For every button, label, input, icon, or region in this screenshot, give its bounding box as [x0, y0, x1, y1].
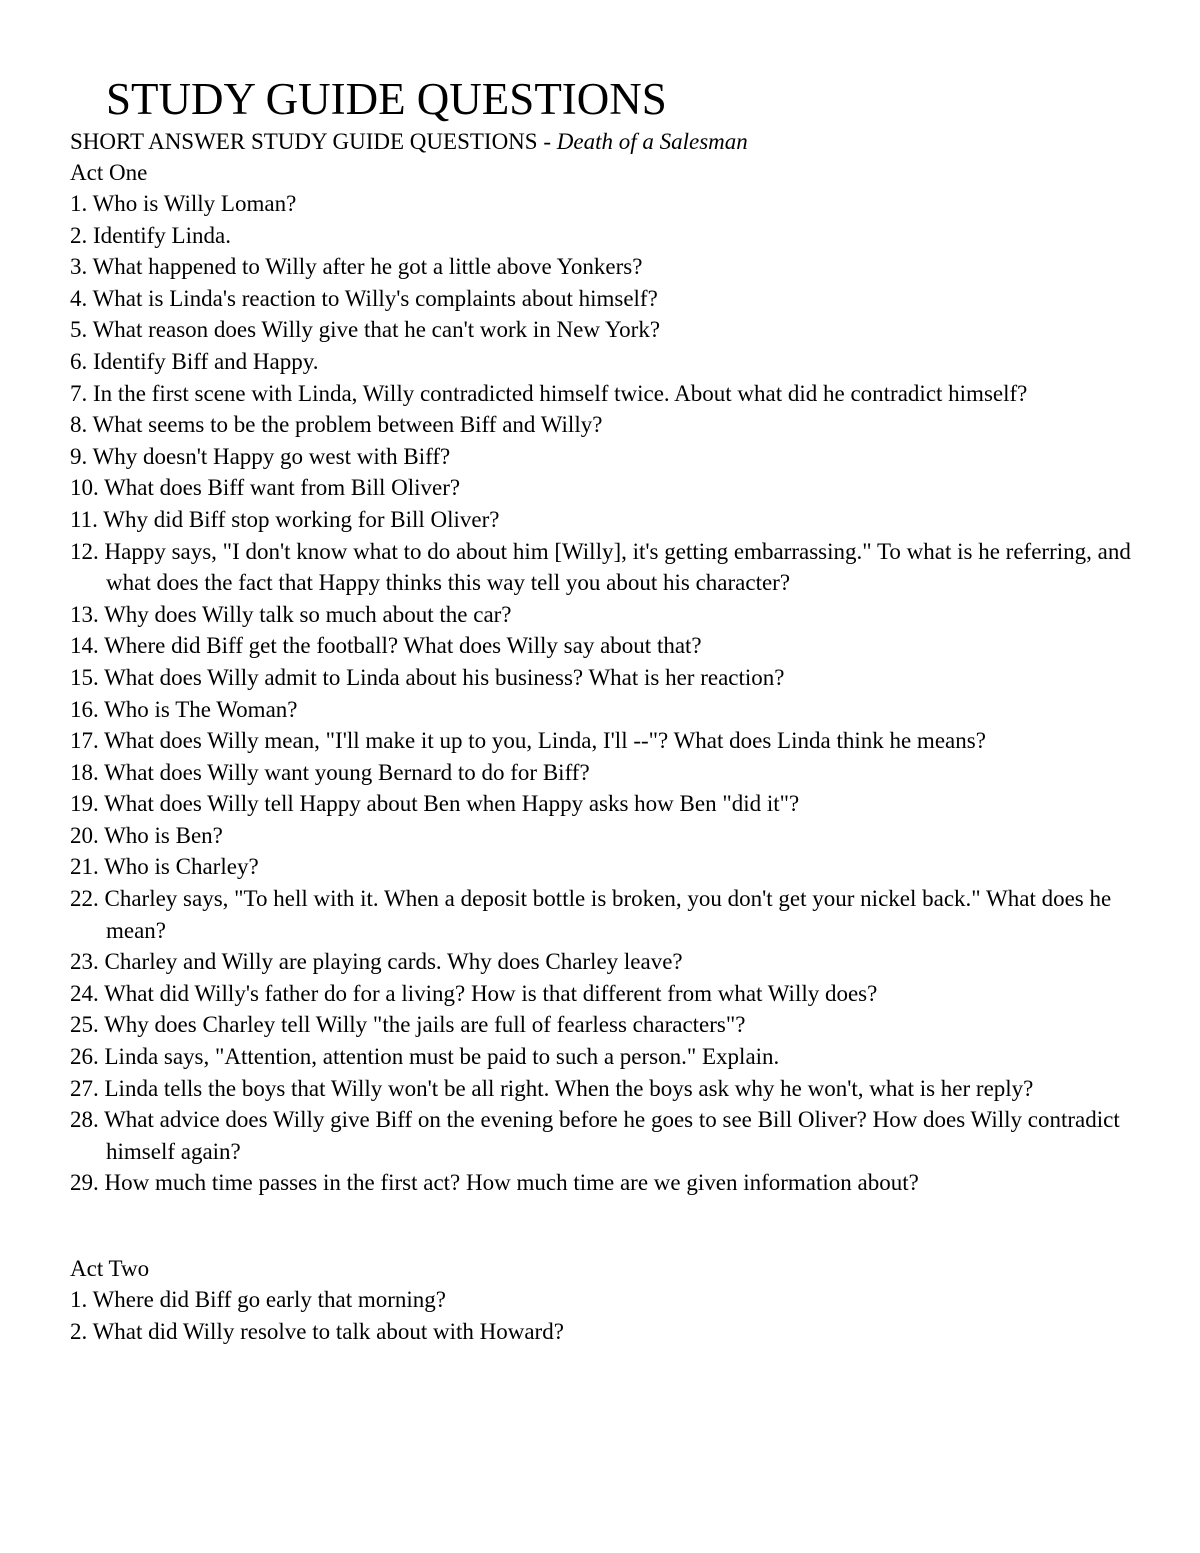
page-title: STUDY GUIDE QUESTIONS [106, 74, 667, 124]
question-item: 24. What did Willy's father do for a living? How is that different from what Willy does? [70, 980, 878, 1006]
question-item: 3. What happened to Willy after he got a little above Yonkers? [70, 254, 643, 280]
question-item: 15. What does Willy admit to Linda about his business? What is her reaction? [70, 664, 785, 690]
question-item: 8. What seems to be the problem between Biff and Willy? [70, 412, 603, 438]
question-item: 19. What does Willy tell Happy about Ben when Happy asks how Ben "did it"? [70, 791, 800, 817]
question-item: 9. Why doesn't Happy go west with Biff? [70, 443, 451, 469]
subtitle [70, 126, 1140, 157]
act-one-heading: Act One [70, 160, 148, 185]
question-item: 26. Linda says, "Attention, attention must be paid to such a person." Explain. [70, 1044, 780, 1070]
question-item: 1. Where did Biff go early that morning? [70, 1287, 446, 1312]
question-item: 2. What did Willy resolve to talk about with Howard? [70, 1318, 564, 1344]
question-item: 6. Identify Biff and Happy. [70, 348, 319, 374]
question-item: 12. Happy says, "I don't know what to do about him [Willy], it's getting embarrassing." To what is he referring, and what does the fact that Happy thinks this way tell you about his character? [70, 538, 1131, 596]
act-two-heading: Act Two [70, 1256, 150, 1281]
question-item: 2. Identify Linda. [70, 222, 231, 248]
question-item: 13. Why does Willy talk so much about the car? [70, 601, 512, 627]
question-item: 29. How much time passes in the first act? How much time are we given information about? [70, 1170, 919, 1196]
question-item: 20. Who is Ben? [70, 822, 223, 848]
work-title: Death of a Salesman [556, 129, 748, 154]
question-item: 27. Linda tells the boys that Willy won't be all right. When the boys ask why he won't, what is her reply? [70, 1075, 1034, 1101]
question-item: 18. What does Willy want young Bernard to do for Biff? [70, 759, 590, 785]
document-page [70, 72, 1140, 1347]
subtitle-prefix: SHORT ANSWER STUDY GUIDE QUESTIONS - [70, 129, 557, 154]
question-item: 23. Charley and Willy are playing cards. Why does Charley leave? [70, 949, 683, 975]
question-item: 17. What does Willy mean, "I'll make it up to you, Linda, I'll --"? What does Linda think he means? [70, 728, 986, 754]
question-item: 5. What reason does Willy give that he can't work in New York? [70, 317, 661, 343]
question-item: 1. Who is Willy Loman? [70, 191, 297, 216]
question-item: 14. Where did Biff get the football? What does Willy say about that? [70, 633, 702, 659]
question-item: 25. Why does Charley tell Willy "the jails are full of fearless characters"? [70, 1012, 746, 1038]
question-item: 10. What does Biff want from Bill Oliver? [70, 475, 461, 501]
act-one-questions [70, 188, 1140, 1199]
question-item: 21. Who is Charley? [70, 854, 259, 880]
question-item: 16. Who is The Woman? [70, 696, 298, 722]
question-item: 22. Charley says, "To hell with it. When a deposit bottle is broken, you don't get your nickel back." What does he mean? [70, 886, 1112, 943]
question-item: 11. Why did Biff stop working for Bill Oliver? [70, 506, 500, 532]
question-item: 4. What is Linda's reaction to Willy's complaints about himself? [70, 285, 658, 311]
question-item: 7. In the first scene with Linda, Willy contradicted himself twice. About what did he contradict himself? [70, 380, 1028, 406]
question-item: 28. What advice does Willy give Biff on the evening before he goes to see Bill Oliver? How does Willy contradict himself again? [70, 1107, 1120, 1164]
act-two-questions [70, 1284, 1140, 1347]
